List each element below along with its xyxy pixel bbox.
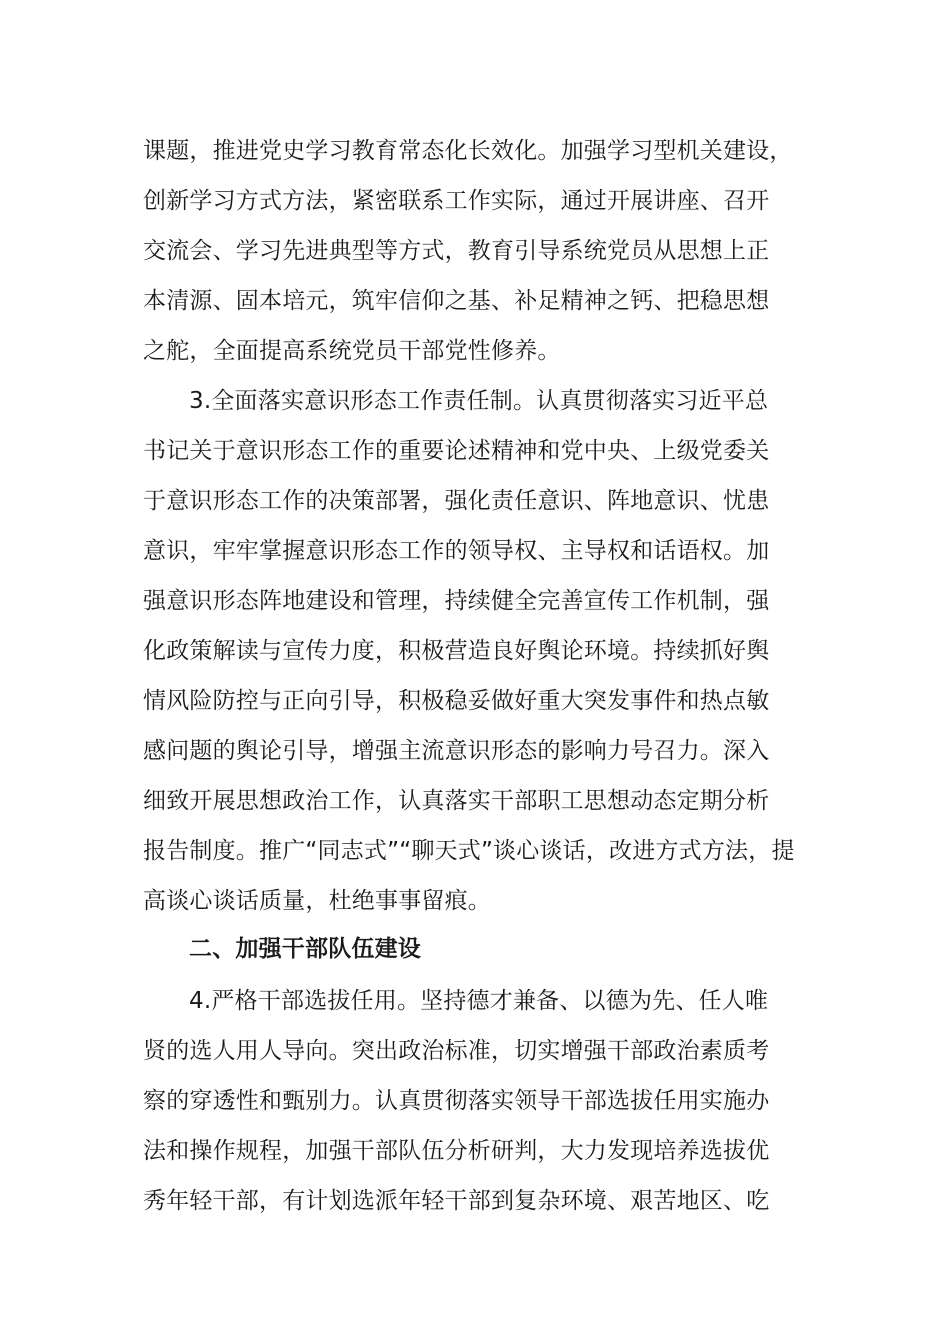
para-1-line-4: 本清源、固本培元，筑牢信仰之基、补足精神之钙、把稳思想: [143, 288, 770, 314]
document-body: [143, 0, 803, 1344]
para-3-line-8: 感问题的舆论引导，增强主流意识形态的影响力号召力。深入: [143, 738, 770, 764]
section-heading: 二、加强干部队伍建设: [189, 936, 421, 962]
para-3-line-11: 高谈心谈话质量，杜绝事事留痕。: [143, 888, 491, 914]
para-4-line-2: 贤的选人用人导向。突出政治标准，切实增强干部政治素质考: [143, 1038, 770, 1064]
para-1-line-2: 创新学习方式方法，紧密联系工作实际，通过开展讲座、召开: [143, 188, 770, 214]
para-3-line-5: 强意识形态阵地建设和管理，持续健全完善宣传工作机制，强: [143, 588, 770, 614]
para-4-line-5: 秀年轻干部，有计划选派年轻干部到复杂环境、艰苦地区、吃: [143, 1188, 770, 1214]
para-3-line-9: 细致开展思想政治工作，认真落实干部职工思想动态定期分析: [143, 788, 770, 814]
para-1-line-5: 之舵，全面提高系统党员干部党性修养。: [143, 338, 561, 364]
para-4-line-3: 察的穿透性和甄别力。认真贯彻落实领导干部选拔任用实施办: [143, 1088, 770, 1114]
para-1-line-1: 课题，推进党史学习教育常态化长效化。加强学习型机关建设，: [143, 138, 793, 164]
para-3-line-3: 于意识形态工作的决策部署，强化责任意识、阵地意识、忧患: [143, 488, 770, 514]
para-3-line-10: 报告制度。推广“同志式”“聊天式”谈心谈话，改进方式方法，提: [143, 838, 795, 864]
para-3-line-7: 情风险防控与正向引导，积极稳妥做好重大突发事件和热点敏: [143, 688, 770, 714]
para-3-line-2: 书记关于意识形态工作的重要论述精神和党中央、上级党委关: [143, 438, 770, 464]
para-4-line-4: 法和操作规程，加强干部队伍分析研判，大力发现培养选拔优: [143, 1138, 770, 1164]
para-3-line-1: 3.全面落实意识形态工作责任制。认真贯彻落实习近平总: [189, 388, 769, 414]
para-3-line-4: 意识，牢牢掌握意识形态工作的领导权、主导权和话语权。加: [143, 538, 770, 564]
para-3-line-6: 化政策解读与宣传力度，积极营造良好舆论环境。持续抓好舆: [143, 638, 770, 664]
para-1-line-3: 交流会、学习先进典型等方式，教育引导系统党员从思想上正: [143, 238, 770, 264]
para-4-line-1: 4.严格干部选拔任用。坚持德才兼备、以德为先、任人唯: [189, 988, 769, 1014]
